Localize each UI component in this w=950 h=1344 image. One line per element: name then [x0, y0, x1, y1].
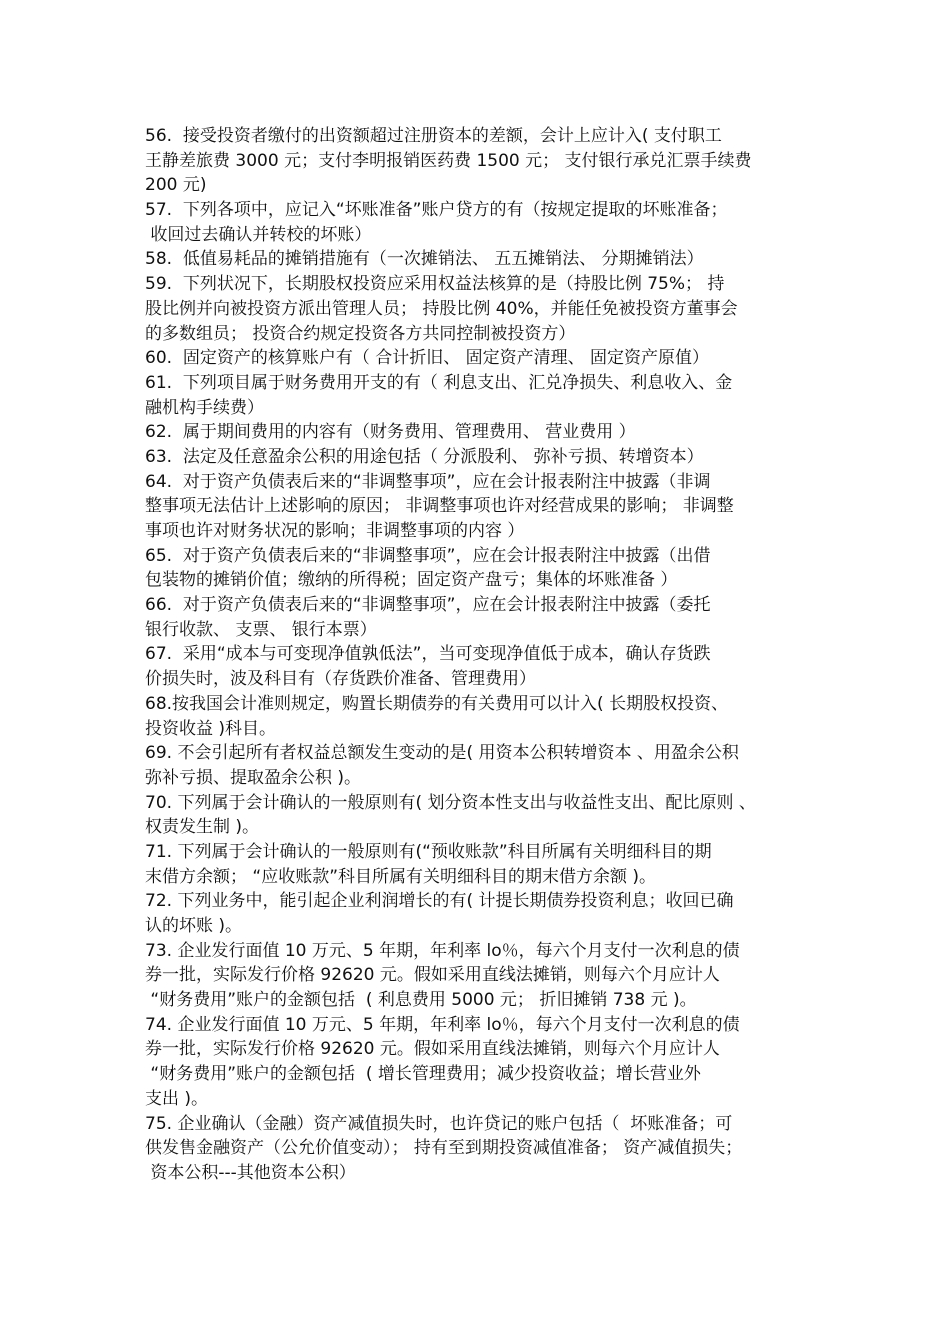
text-line: 57. 下列各项中，应记入“坏账准备”账户贷方的有（按规定提取的坏账准备；	[145, 200, 728, 221]
text-line: 王静差旅费 3000 元；支付李明报销医药费 1500 元； 支付银行承兑汇票手续费	[145, 150, 752, 171]
text-line: 券一批，实际发行价格 92620 元。假如采用直线法摊销，则每六个月应计人	[145, 965, 720, 986]
text-line: 认的坏账 )。	[145, 916, 243, 936]
text-line: 权责发生制 )。	[145, 817, 260, 838]
text-line: 67. 采用“成本与可变现净值孰低法”，当可变现净值低于成本，确认存货跌	[145, 644, 711, 665]
text-line: 56. 接受投资者缴付的出资额超过注册资本的差额，会计上应计入( 支付职工	[145, 126, 722, 146]
text-line: 75. 企业确认（金融）资产减值损失时，也许贷记的账户包括（ 坏账准备；可	[145, 1113, 733, 1134]
text-line: 的多数组员； 投资合约规定投资各方共同控制被投资方）	[145, 323, 576, 344]
text-line: 股比例并向被投资方派出管理人员； 持股比例 40%，并能任免被投资方董事会	[145, 298, 738, 319]
text-line: 65. 对于资产负债表后来的“非调整事项”，应在会计报表附注中披露（出借	[145, 545, 711, 566]
text-line: 59. 下列状况下，长期股权投资应采用权益法核算的是（持股比例 75%； 持	[145, 274, 725, 295]
text-line: 71. 下列属于会计确认的一般原则有(“预收账款”科目所属有关明细科目的期	[145, 841, 712, 862]
text-line: 融机构手续费）	[145, 397, 264, 418]
text-line: 资本公积---其他资本公积）	[145, 1162, 356, 1183]
text-line: 支出 )。	[145, 1088, 209, 1109]
text-line: 70. 下列属于会计确认的一般原则有( 划分资本性支出与收益性支出、配比原则 、	[145, 792, 756, 813]
text-line: 供发售金融资产（公允价值变动）； 持有至到期投资减值准备； 资产减值损失；	[145, 1138, 743, 1159]
text-line: 券一批，实际发行价格 92620 元。假如采用直线法摊销，则每六个月应计人	[145, 1039, 720, 1060]
text-line: 62. 属于期间费用的内容有（财务费用、管理费用、 营业费用 ）	[145, 422, 636, 443]
text-line: 整事项无法估计上述影响的原因； 非调整事项也许对经营成果的影响； 非调整	[145, 496, 734, 517]
text-line: 69. 不会引起所有者权益总额发生变动的是( 用资本公积转增资本 、用盈余公积	[145, 743, 739, 764]
text-line: 末借方余额； “应收账款”科目所属有关明细科目的期末借方余额 )。	[145, 866, 657, 887]
text-line: 66. 对于资产负债表后来的“非调整事项”，应在会计报表附注中披露（委托	[145, 595, 711, 616]
text-line: 68.按我国会计准则规定，购置长期债券的有关费用可以计入( 长期股权投资、	[145, 693, 729, 714]
text-line: 价损失时，波及科目有（存货跌价准备、管理费用）	[145, 669, 536, 690]
text-line: “财务费用”账户的金额包括 ( 利息费用 5000 元； 折旧摊销 738 元 )。	[145, 990, 697, 1011]
text-line: 包装物的摊销价值；缴纳的所得税；固定资产盘亏；集体的坏账准备 ）	[145, 570, 678, 591]
text-line: 61. 下列项目属于财务费用开支的有（ 利息支出、汇兑净损失、利息收入、金	[145, 372, 733, 393]
text-line: 64. 对于资产负债表后来的“非调整事项”，应在会计报表附注中披露（非调	[145, 471, 711, 492]
text-line: “财务费用”账户的金额包括 ( 增长管理费用；减少投资收益；增长营业外	[145, 1064, 701, 1085]
text-line: 73. 企业发行面值 10 万元、5 年期，年利率 lo％，每六个月支付一次利息的债	[145, 940, 740, 961]
text-line: 银行收款、 支票、 银行本票）	[145, 619, 377, 640]
text-line: 投资收益 )科目。	[145, 718, 277, 739]
text-line: 63. 法定及任意盈余公积的用途包括（ 分派股利、 弥补亏损、转增资本）	[145, 446, 704, 467]
text-line: 58. 低值易耗品的摊销措施有（一次摊销法、 五五摊销法、 分期摊销法）	[145, 249, 704, 270]
text-line: 200 元)	[145, 175, 207, 196]
text-line: 弥补亏损、提取盈余公积 )。	[145, 767, 362, 788]
text-line: 60. 固定资产的核算账户有（ 合计折旧、 固定资产清理、 固定资产原值）	[145, 348, 710, 369]
text-line: 收回过去确认并转校的坏账）	[145, 224, 372, 245]
text-line: 74. 企业发行面值 10 万元、5 年期，年利率 lo％，每六个月支付一次利息的债	[145, 1014, 740, 1035]
document-body	[145, 124, 825, 1186]
text-line: 事项也许对财务状况的影响；非调整事项的内容 ）	[145, 521, 525, 541]
text-line: 72. 下列业务中，能引起企业利润增长的有( 计提长期债券投资利息；收回已确	[145, 891, 734, 912]
